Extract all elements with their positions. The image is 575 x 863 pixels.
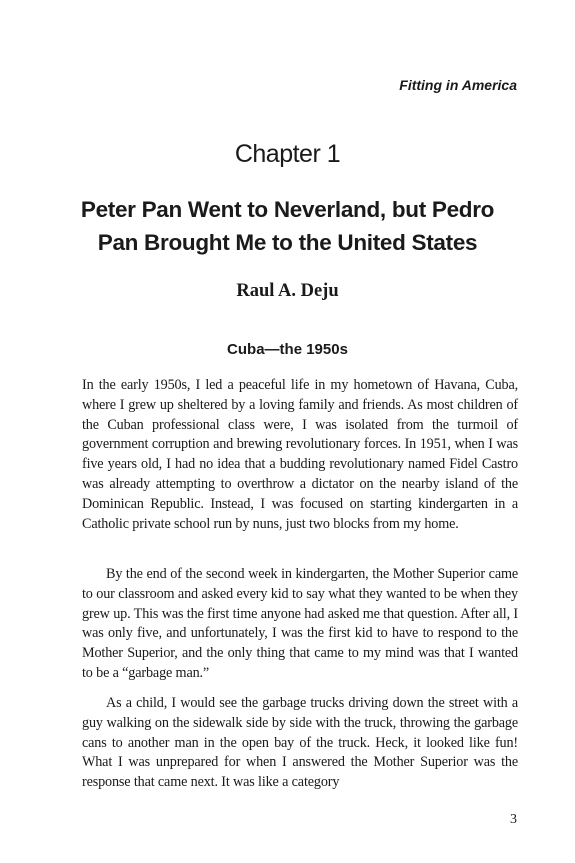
author-name: Raul A. Deju [236, 281, 339, 301]
body-paragraph-1: In the early 1950s, I led a peaceful life in my hometown of Havana, Cuba, where I grew up sheltered by a loving family and friends. As most children of the Cuban professional class were, I was isolated from the turmoil of government corruption and brewing revolutionary forces. In 1951, when I was five years old, I had no idea that a budding revolutionary named Fidel Castro was already attempting to overthrow a dictator on the nearby island of the Dominican Republic. Instead, I was focused on starting kindergarten in a Catholic private school run by nuns, just two blocks from my home. [82, 377, 518, 532]
running-head: Fitting in America [399, 77, 517, 93]
chapter-number: Chapter 1 [234, 140, 341, 168]
chapter-title: Peter Pan Went to Neverland, but Pedro Pan Brought Me to the United States [80, 197, 495, 255]
body-paragraph-3: As a child, I would see the garbage trucks driving down the street with a guy walking on the sidewalk side by side with the truck, throwing the garbage cans to another man in the open bay of the truck. Heck, it looked like fun! What I was unprepared for when I answered the Mother Superior was the response that came next. It was like a category [82, 695, 518, 791]
page-number: 3 [510, 812, 517, 827]
body-paragraph-2: By the end of the second week in kindergarten, the Mother Superior came to our classroom and asked every kid to say what they wanted to be when they grew up. This was the first time anyone had asked me that question. After all, I was only five, and unfortunately, I was the first kid to have to respond to the Mother Superior, and the only thing that came to my mind was that I wanted to be a “garbage man.” [82, 566, 518, 681]
section-heading: Cuba—the 1950s [227, 341, 348, 358]
